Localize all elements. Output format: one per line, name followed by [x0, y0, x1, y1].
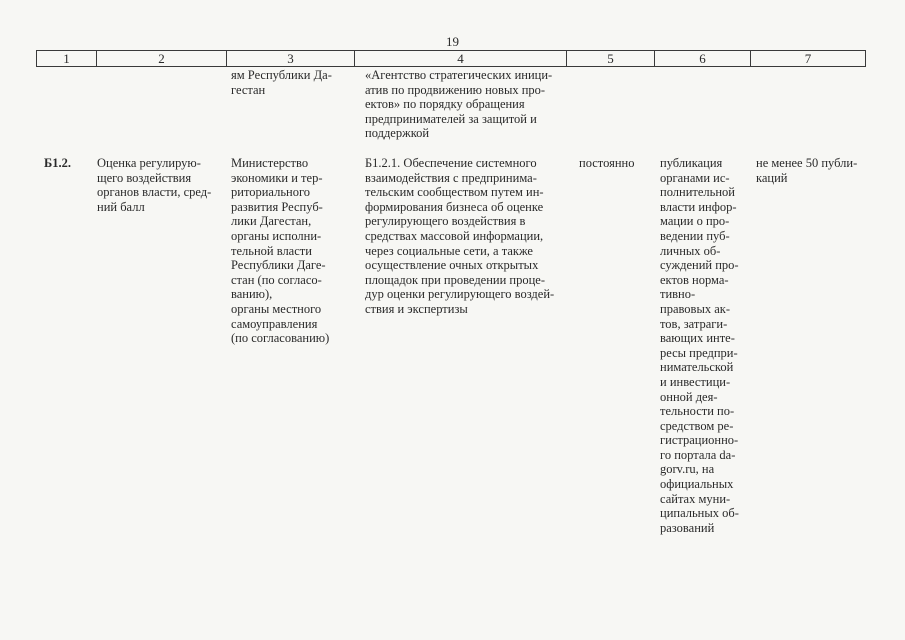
header-col-2: 2: [96, 51, 226, 66]
header-col-7: 7: [750, 51, 866, 66]
header-col-4: 4: [354, 51, 566, 66]
row-result: публикация органами ис- полнительной власти инфор- мации о про- ведении пуб- личных об- суждений про- ектов норма- тивно- правовых ак- тов, затраги- вающих инте- ресы предпри- нимательской и инвестици- онной дея- тельности по- средством ре- гистрационно- го портала da- gorv.ru, на официальных сайтах муни- ципальных об- разований: [660, 156, 739, 535]
continuation-col-4: «Агентство стратегических иници- атив по продвижению новых про- ектов» по порядку обращения предпринимателей за защитой и поддержкой: [365, 68, 553, 141]
row-indicator: Оценка регулирую- щего воздействия органов власти, сред- ний балл: [97, 156, 212, 214]
row-responsible: Министерство экономики и тер- риториального развития Респуб- лики Дагестан, органы исполни- тельной власти Республики Даге- стан (по согласо- ванию), органы местного самоуправления (по согласованию): [231, 156, 330, 346]
table-header-row: [36, 50, 866, 67]
continuation-col-3: ям Республики Да- гестан: [231, 68, 332, 97]
header-col-1: 1: [36, 51, 96, 66]
page-number: 19: [446, 34, 459, 49]
row-measure: Б1.2.1. Обеспечение системного взаимодействия с предпринима- тельским сообществом путем ин- формирования бизнеса об оценке регулирующего воздействия в средствах массовой информации, через социальные сети, а также осуществление очных открытых площадок при проведении проце- дур оценки регулирующего воздей- ствия и экспертизы: [365, 156, 555, 316]
row-term: постоянно: [579, 156, 635, 170]
header-col-3: 3: [226, 51, 354, 66]
row-target: не менее 50 публи- каций: [756, 156, 858, 185]
header-col-5: 5: [566, 51, 654, 66]
row-code: Б1.2.: [44, 156, 72, 170]
header-col-6: 6: [654, 51, 750, 66]
